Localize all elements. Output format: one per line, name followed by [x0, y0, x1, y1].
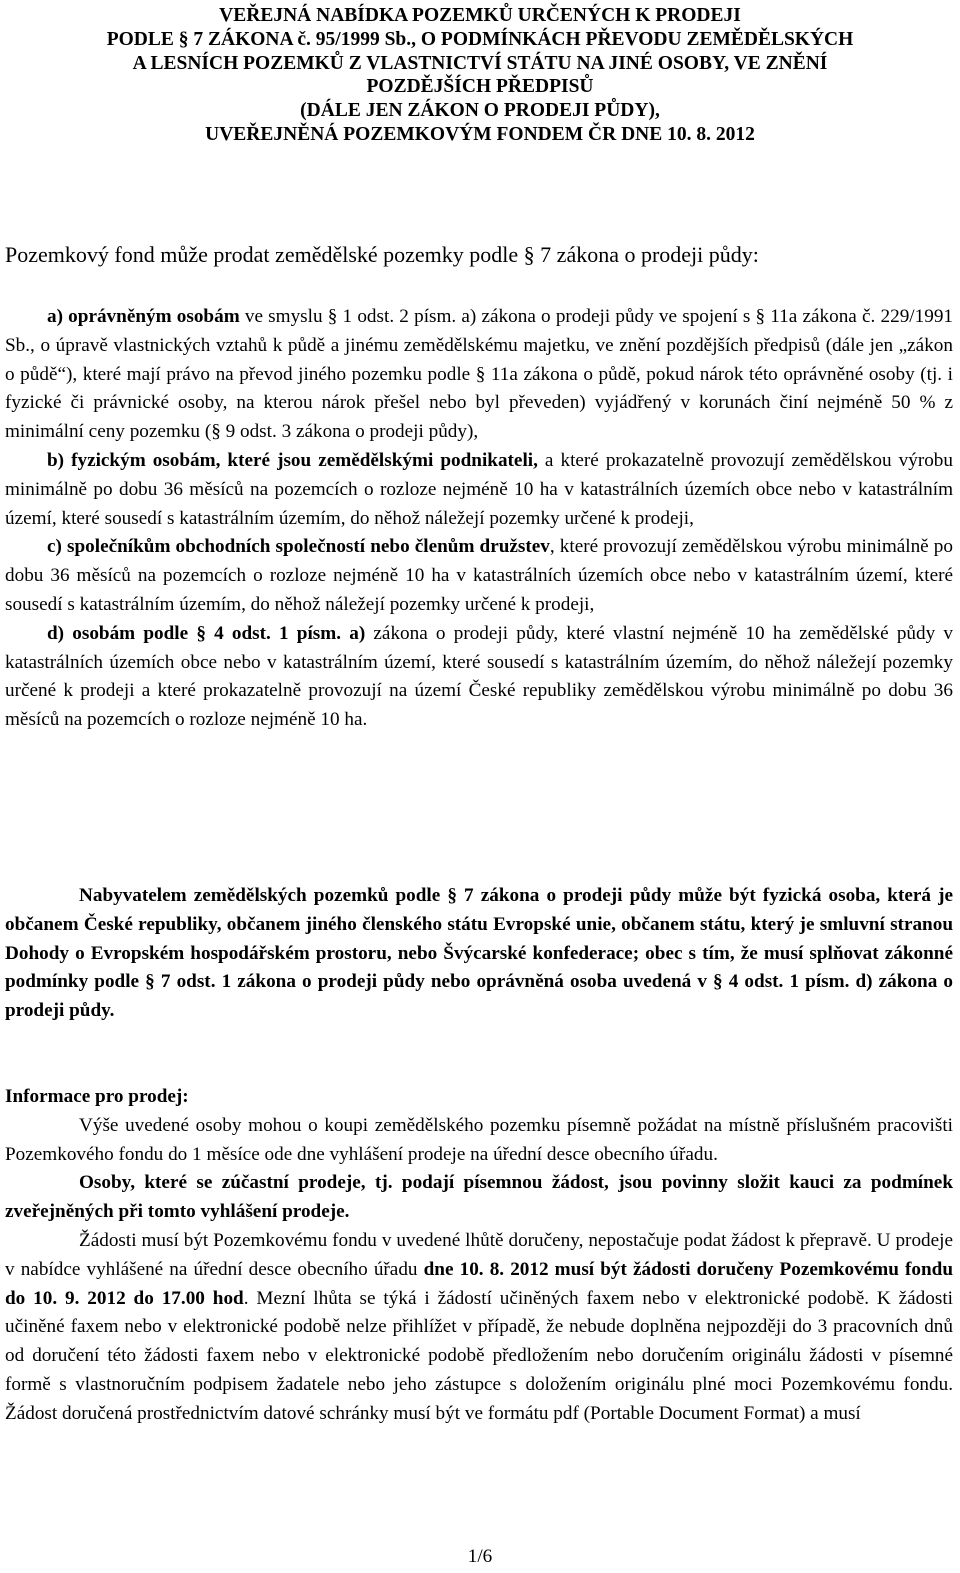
list-item-d-label: d) osobám podle § 4 odst. 1 písm. a): [47, 622, 366, 644]
header-line-1: VEŘEJNÁ NABÍDKA POZEMKŮ URČENÝCH K PRODEJI: [219, 5, 741, 26]
header-line-3: A LESNÍCH POZEMKŮ Z VLASTNICTVÍ STÁTU NA JINÉ OSOBY, VE ZNĚNÍ: [132, 52, 828, 74]
header-line-2: PODLE § 7 ZÁKONA č. 95/1999 Sb., O PODMÍNKÁCH PŘEVODU ZEMĚDĚLSKÝCH: [106, 28, 854, 50]
list-item-c: [5, 533, 953, 619]
document-header: [4, 4, 956, 147]
deadline-text: dne 10. 8. 2012 musí být žádosti doručeny Pozemkovému fondu do 10. 9. 2012 do 17.00 hod: [5, 1258, 954, 1309]
list-item-b-text: a které prokazatelně provozují zemědělskou výrobu minimálně po dobu 36 měsíců na pozemcích o rozloze nejméně 10 ha v katastrálních územích obce nebo v katastrálním území, které sousedí s katastrálním územím, do něhož náležejí pozemky určené k prodeji,: [5, 449, 953, 529]
list-item-d: [5, 620, 953, 735]
acquirer-paragraph: Nabyvatelem zemědělských pozemků podle § 7 zákona o prodeji půdy může být fyzická osoba, která je občanem České republiky, občanem jiného členského státu Evropské unie, občanem státu, který je smluvní stranou Dohody o Evropském hospodářském prostoru, nebo Švýcarské konfederace; obec s tím, že musí splňovat zákonné podmínky podle § 7 odst. 1 zákona o prodeji půdy nebo oprávněná osoba uvedená v § 4 odst. 1 písm. d) zákona o prodeji půdy.: [5, 885, 953, 1022]
list-item-a: [5, 303, 953, 447]
page-number: 1/6: [467, 1546, 493, 1567]
header-line-5: (DÁLE JEN ZÁKON O PRODEJI PŮDY),: [300, 100, 660, 122]
list-item-d-text: zákona o prodeji půdy, které vlastní nejméně 10 ha zemědělské půdy v katastrálních územích obce nebo v katastrálním území, které sousedí s katastrálním územím, do něhož náležejí pozemky určené k prodeji a které prokazatelně provozují na území České republiky zemědělskou výrobu minimálně po dobu 36 měsíců na pozemcích o rozloze nejméně 10 ha.: [5, 622, 953, 731]
sale-information-section: [5, 1083, 953, 1429]
sale-information-paragraph-2: Osoby, které se zúčastní prodeje, tj. podají písemnou žádost, jsou povinny složit kauci za podmínek zveřejněných při tomto vyhlášení prodeje.: [5, 1172, 953, 1223]
list-item-a-text: ve smyslu § 1 odst. 2 písm. a) zákona o prodeji půdy ve spojení s § 11a zákona č. 229/1991 Sb., o úpravě vlastnických vztahů k půdě a jinému zemědělskému majetku, ve znění pozdějších předpisů (dále jen „zákon o půdě“), které mají právo na převod jiného pozemku podle § 11a zákona o půdě, pokud nárok této oprávněné osoby (tj. i fyzické či právnické osoby, na kterou nárok přešel nebo byl převeden) vyjádřený v korunách činí nejméně 50 % z minimální ceny pozemku (§ 9 odst. 3 zákona o prodeji půdy),: [5, 306, 954, 443]
list-item-c-text: , které provozují zemědělskou výrobu minimálně po dobu 36 měsíců na pozemcích o rozloze nejméně 10 ha v katastrálních územích obce nebo v katastrálním území, které sousedí s katastrálním územím, do něhož náležejí pozemky určené k prodeji,: [5, 536, 953, 615]
deadline-intro-text: Žádosti musí být Pozemkovému fondu v uvedené lhůtě doručeny, nepostačuje podat žádost k přepravě. U prodeje v nabídce vyhlášené na úřední desce obecního úřadu: [5, 1229, 953, 1280]
header-line-6: UVEŘEJNĚNÁ POZEMKOVÝM FONDEM ČR DNE 10. 8. 2012: [205, 123, 755, 145]
deadline-details-text: . Mezní lhůta se týká i žádostí učiněných faxem nebo v elektronické podobě. K žádosti učiněné faxem nebo v elektronické podobě nelze přihlížet v případě, že nebude doplněna nejpozději do 3 pracovních dnů od doručení této žádosti faxem nebo v elektronické podobě předložením nebo doručením originálu žádosti v písemné formě s vlastnoručním podpisem žadatele nebo jeho zástupce s doložením originálu plné moci Pozemkovému fondu. Žádost doručená prostřednictvím datové schránky musí být ve formátu pdf (Portable Document Format) a musí: [5, 1287, 954, 1424]
list-item-c-label: c) společníkům obchodních společností nebo členům družstev: [47, 536, 550, 558]
list-item-a-label: a) oprávněným osobám: [47, 306, 240, 327]
sale-information-heading: Informace pro prodej:: [5, 1086, 189, 1107]
header-line-4: POZDĚJŠÍCH PŘEDPISŮ: [366, 76, 594, 98]
sale-information-paragraph-3: [5, 1227, 953, 1429]
list-item-b-label: b) fyzickým osobám, které jsou zemědělskými podnikateli,: [47, 449, 538, 471]
list-item-b: [5, 447, 953, 533]
intro-paragraph: Pozemkový fond může prodat zemědělské pozemky podle § 7 zákona o prodeji půdy:: [5, 242, 759, 267]
eligible-persons-list: [5, 303, 953, 735]
sale-information-paragraph-1: Výše uvedené osoby mohou o koupi zemědělského pozemku písemně požádat na místně příslušném pracovišti Pozemkového fondu do 1 měsíce ode dne vyhlášení prodeje na úřední desce obecního úřadu.: [5, 1114, 953, 1165]
